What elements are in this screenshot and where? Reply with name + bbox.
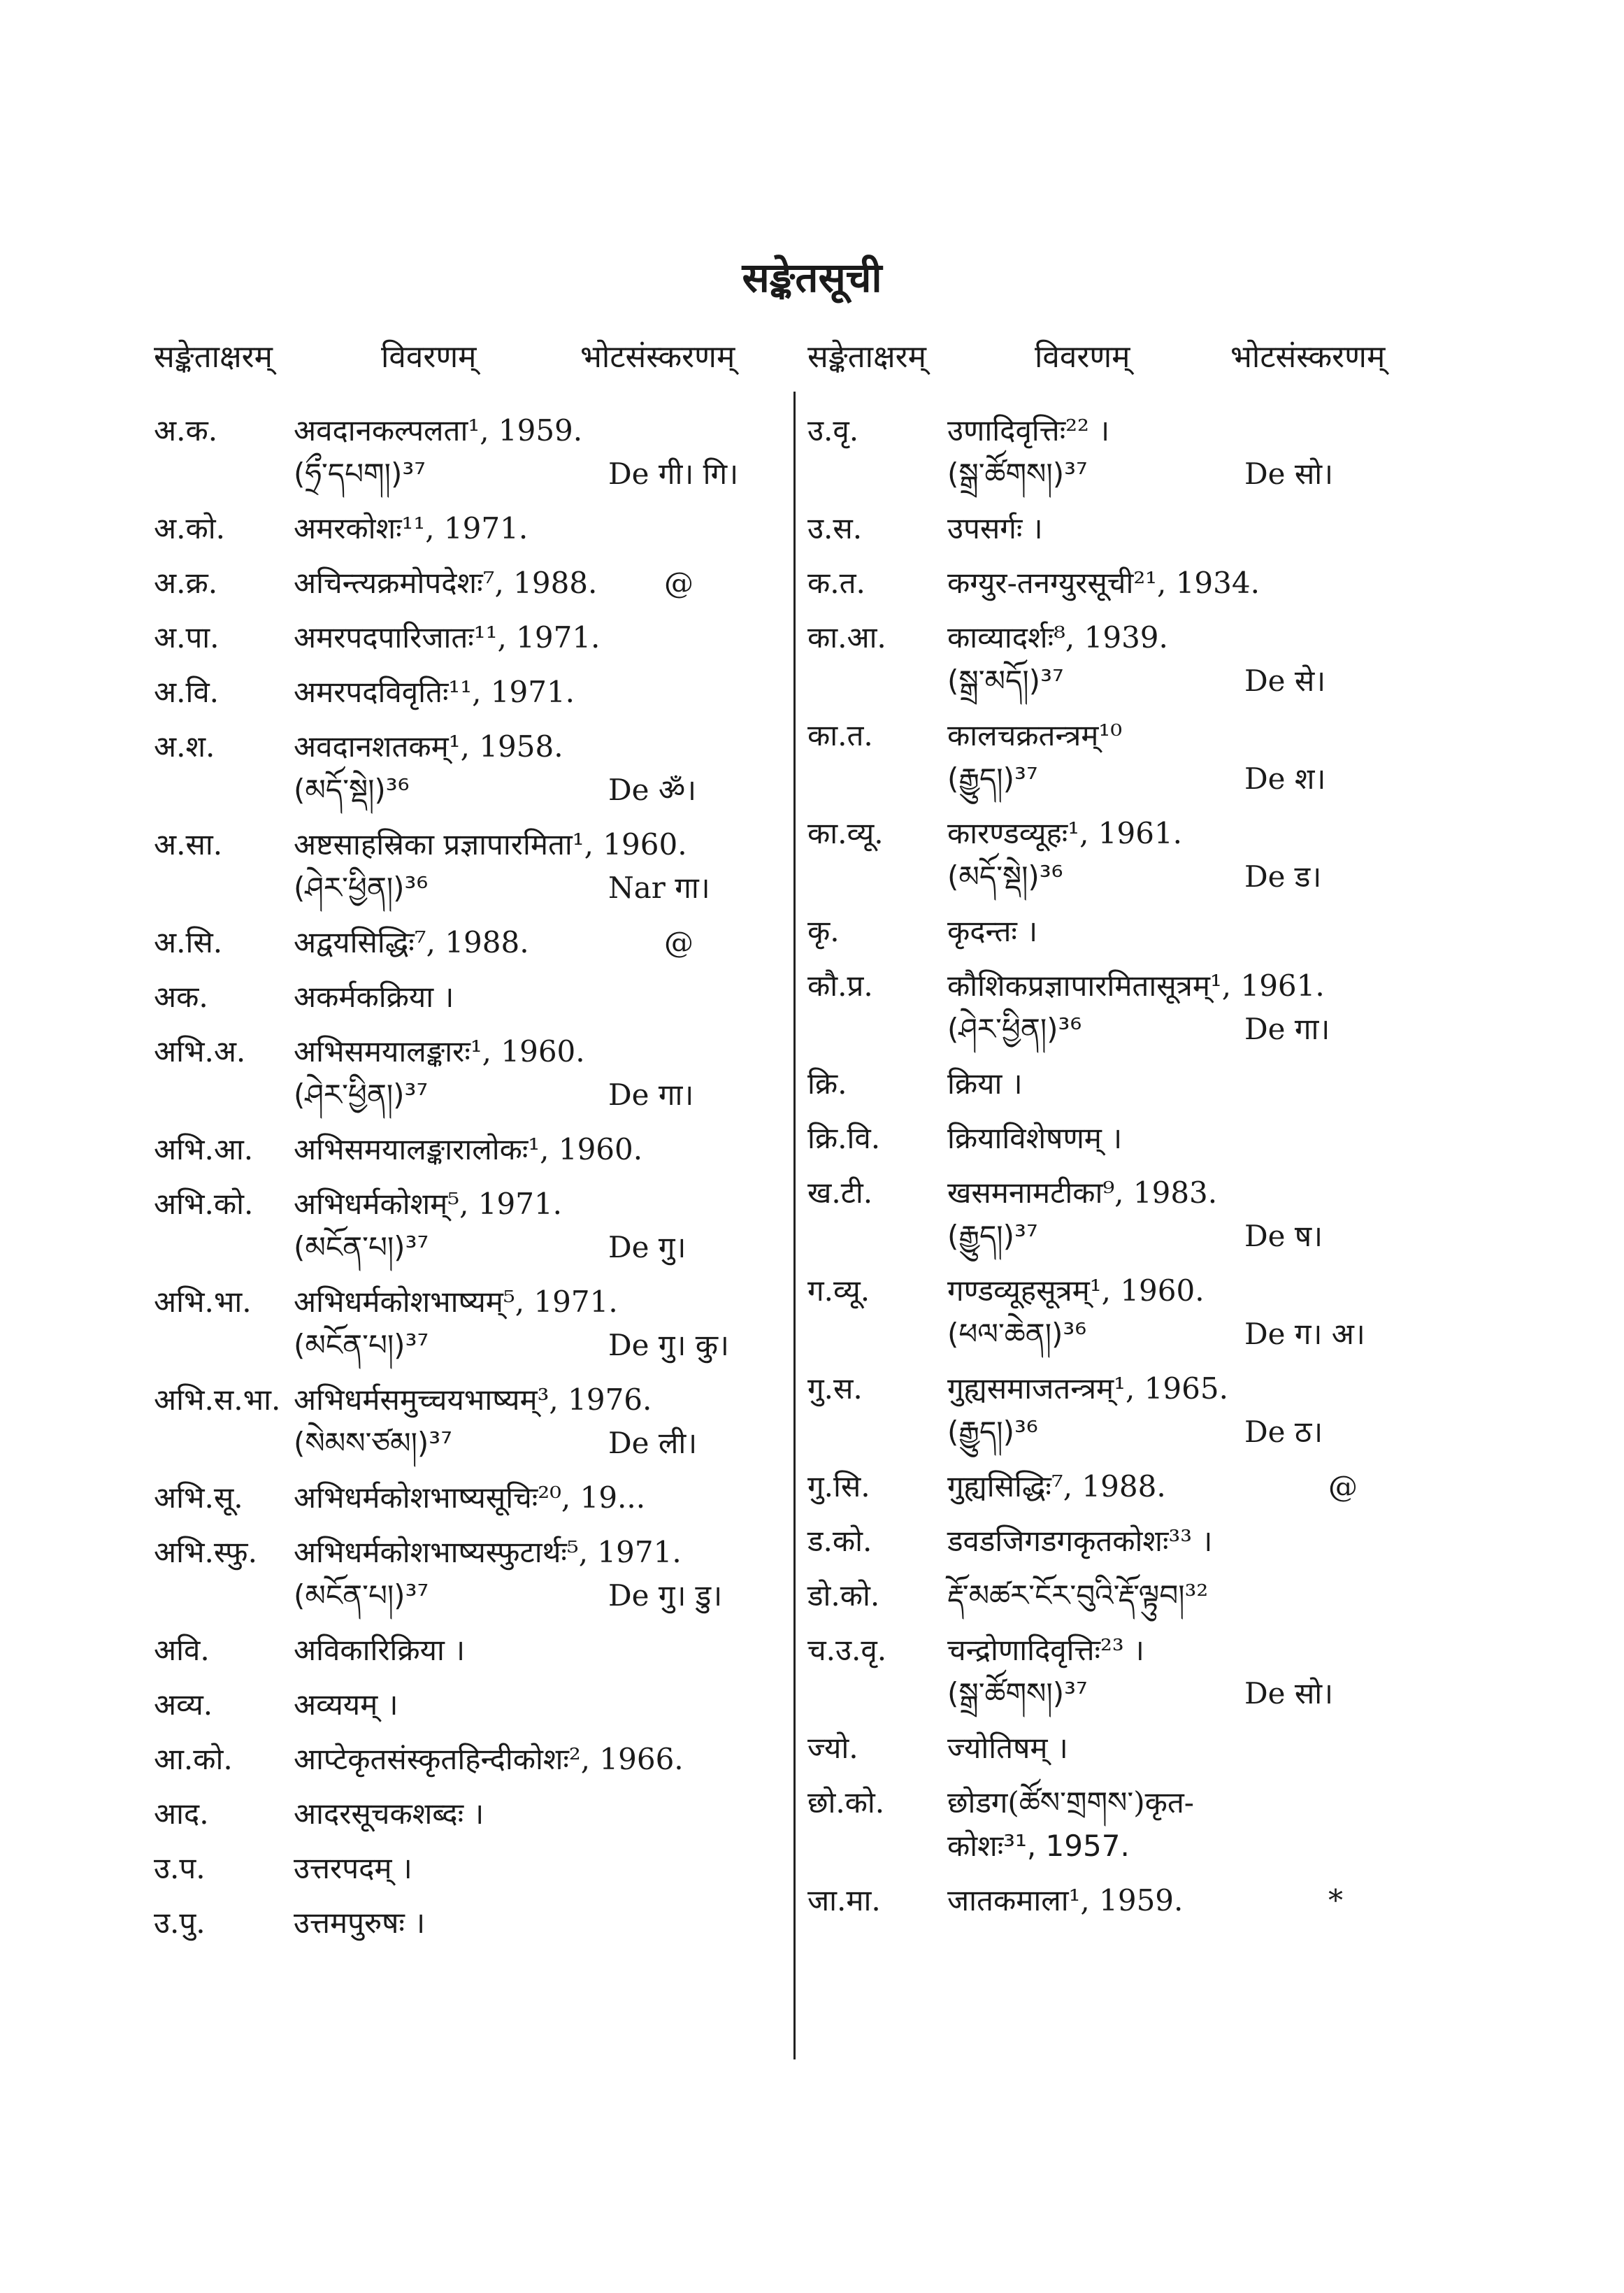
- entry-line: [807, 855, 1465, 899]
- abbreviation: का.त.: [807, 718, 873, 752]
- description: अभिधर्मसमुच्चयभाष्यम्³, 1976.: [294, 1383, 652, 1417]
- description: अवदानशतकम्¹, 1958.: [294, 729, 563, 764]
- description: कग्युर-तनग्युरसूची²¹, 1934.: [947, 566, 1260, 600]
- description: कारण्डव्यूहः¹, 1961.: [947, 816, 1183, 850]
- tibetan-section: (སེམས་ཙམ།)³⁷: [294, 1426, 452, 1460]
- entry-line: [154, 616, 769, 659]
- header-abbr-left: सङ्केताक्षरम्: [154, 339, 273, 375]
- abbreviation: उ.स.: [807, 511, 863, 545]
- abbreviation-entry: [807, 1062, 1465, 1106]
- entry-line: [154, 452, 769, 496]
- description: अवदानकल्पलता¹, 1959.: [294, 413, 583, 448]
- left-column: [154, 409, 769, 1956]
- entry-line: [807, 1062, 1465, 1106]
- abbreviation-entry: [154, 921, 769, 964]
- tibetan-edition: De ष।: [1244, 1219, 1323, 1253]
- abbreviation: आद.: [154, 1796, 209, 1831]
- entry-line: [154, 1030, 769, 1073]
- abbreviation: ज्यो.: [807, 1731, 858, 1765]
- entry-line: [154, 1378, 769, 1422]
- abbreviation-entry: [807, 1367, 1465, 1454]
- abbreviation: ख.टी.: [807, 1176, 873, 1210]
- abbreviation: अ.क्र.: [154, 566, 218, 600]
- entry-line: [154, 823, 769, 866]
- entry-line: [154, 1738, 769, 1781]
- entry-line: [807, 409, 1465, 452]
- abbreviation-entry: [807, 812, 1465, 899]
- tibetan-section: (རྒྱུད།)³⁷: [947, 1219, 1038, 1253]
- edition-mark: @: [664, 925, 694, 959]
- entry-line: [807, 910, 1465, 953]
- description: अमरपदपारिजातः¹¹, 1971.: [294, 620, 601, 655]
- abbreviation: अक.: [154, 980, 208, 1014]
- abbreviation-entry: [154, 507, 769, 550]
- entry-line: [154, 1280, 769, 1324]
- abbreviation-entry: [807, 562, 1465, 605]
- description: कृदन्तः ।: [947, 914, 1038, 948]
- abbreviation-entry: [807, 1629, 1465, 1715]
- abbreviation-entry: [154, 1683, 769, 1727]
- entry-line: [807, 1367, 1465, 1410]
- tibetan-section: (སྒྲ་མདོ།)³⁷: [947, 664, 1064, 698]
- abbreviation-entry: [154, 725, 769, 812]
- abbreviation: छो.को.: [807, 1785, 885, 1820]
- tibetan-section: (སྒྲ་ཚོགས།)³⁷: [947, 457, 1088, 491]
- entry-line: [807, 757, 1465, 801]
- abbreviation-entry: [154, 976, 769, 1019]
- tibetan-edition: De ॐ।: [608, 773, 697, 807]
- tibetan-edition: De गु। डु।: [608, 1578, 723, 1613]
- description: अविकारिक्रिया ।: [294, 1633, 466, 1667]
- description: छोडग(ཚོས་གྲགས་)कृत-: [947, 1785, 1194, 1820]
- tibetan-edition: De गु।: [608, 1230, 687, 1264]
- entry-line: [154, 1629, 769, 1672]
- abbreviation: आ.को.: [154, 1742, 233, 1776]
- tibetan-section: (མདོ་སྡེ།)³⁶: [947, 859, 1063, 894]
- tibetan-section: (ཤེར་ཕྱིན།)³⁷: [294, 1078, 429, 1112]
- abbreviation-entry: [154, 671, 769, 714]
- abbreviation-entry: [807, 910, 1465, 953]
- tibetan-edition: Nar गा।: [608, 871, 710, 905]
- entry-line: [807, 1008, 1465, 1051]
- entry-line: [807, 452, 1465, 496]
- entry-line: [154, 1183, 769, 1226]
- abbreviation: अभि.स.भा.: [154, 1383, 281, 1417]
- entry-line: [154, 1574, 769, 1617]
- abbreviation-entry: [154, 1847, 769, 1890]
- abbreviation: अभि.सू.: [154, 1480, 243, 1515]
- abbreviation-entry: [807, 1269, 1465, 1356]
- abbreviation-entry: [807, 964, 1465, 1051]
- abbreviation: अवि.: [154, 1633, 210, 1667]
- description: अचिन्त्यक्रमोपदेशः⁷, 1988.: [294, 566, 598, 600]
- entry-line: [154, 562, 769, 605]
- abbreviation-entry: [807, 1879, 1465, 1922]
- abbreviation-entry: [154, 1128, 769, 1171]
- description: उत्तमपुरुषः ।: [294, 1906, 426, 1940]
- abbreviation: क्रि.वि.: [807, 1121, 881, 1155]
- abbreviation-entry: [807, 507, 1465, 550]
- abbreviation: अ.को.: [154, 511, 225, 545]
- entry-line: [154, 1476, 769, 1520]
- entry-line: [154, 409, 769, 452]
- abbreviation: गु.स.: [807, 1371, 863, 1406]
- description: कालचक्रतन्त्रम्¹⁰: [947, 718, 1123, 752]
- tibetan-edition: De से।: [1244, 664, 1326, 698]
- abbreviation: क.त.: [807, 566, 865, 600]
- description: क्रिया ।: [947, 1066, 1023, 1101]
- tibetan-section: (ཕལ་ཆེན།)³⁶: [947, 1317, 1087, 1351]
- tibetan-section: (མདོ་སྡེ།)³⁶: [294, 773, 410, 807]
- description: अकर्मकक्रिया ।: [294, 980, 454, 1014]
- description: अमरकोशः¹¹, 1971.: [294, 511, 529, 545]
- abbreviation-entry: [807, 616, 1465, 703]
- description: अभिधर्मकोशम्⁵, 1971.: [294, 1187, 563, 1221]
- edition-mark: @: [1328, 1469, 1358, 1503]
- abbreviation: अ.श.: [154, 729, 215, 764]
- edition-mark: @: [664, 566, 694, 600]
- description: गुह्यसमाजतन्त्रम्¹, 1965.: [947, 1371, 1228, 1406]
- tibetan-section: (རྒྱུད།)³⁷: [947, 762, 1038, 796]
- tibetan-section: (མངོན་པ།)³⁷: [294, 1230, 429, 1264]
- entry-line: [154, 1226, 769, 1269]
- description: उत्तरपदम् ।: [294, 1851, 412, 1885]
- entry-line: [154, 866, 769, 910]
- abbreviation-entry: [154, 1901, 769, 1945]
- entry-line: [807, 562, 1465, 605]
- entry-line: [154, 1901, 769, 1945]
- description: गुह्यसिद्धिः⁷, 1988.: [947, 1469, 1166, 1503]
- tibetan-section: (ཤེར་ཕྱིན།)³⁶: [294, 871, 429, 905]
- abbreviation-entry: [154, 1378, 769, 1465]
- tibetan-edition: De श।: [1244, 762, 1326, 796]
- entry-line: [807, 1269, 1465, 1313]
- description: जातकमाला¹, 1959.: [947, 1883, 1184, 1917]
- entry-line: [807, 1520, 1465, 1563]
- description: आदरसूचकशब्दः ।: [294, 1796, 484, 1831]
- abbreviation: कौ.प्र.: [807, 969, 873, 1003]
- abbreviation: अ.क.: [154, 413, 218, 448]
- header-tib-left: भोटसंस्करणम्: [580, 339, 735, 375]
- description: कौशिकप्रज्ञापारमितासूत्रम्¹, 1961.: [947, 969, 1325, 1003]
- description: ज्योतिषम् ।: [947, 1731, 1068, 1765]
- description: अभिधर्मकोशभाष्यस्फुटार्थः⁵, 1971.: [294, 1535, 682, 1569]
- abbreviation-entry: [154, 562, 769, 605]
- description: काव्यादर्शः⁸, 1939.: [947, 620, 1168, 655]
- entry-line: [154, 507, 769, 550]
- entry-line: [154, 1128, 769, 1171]
- abbreviation-entry: [154, 1476, 769, 1520]
- header-tib-right: भोटसंस्करणम्: [1230, 339, 1386, 375]
- abbreviation: अ.सि.: [154, 925, 223, 959]
- tibetan-section: (མངོན་པ།)³⁷: [294, 1578, 429, 1613]
- tibetan-edition: De ठ।: [1244, 1415, 1323, 1449]
- abbreviation: जा.मा.: [807, 1883, 881, 1917]
- entry-line: [807, 1171, 1465, 1215]
- entry-line: [154, 769, 769, 812]
- abbreviation-entry: [154, 823, 769, 910]
- abbreviation-entry: [154, 1738, 769, 1781]
- description: उणादिवृत्तिः²² ।: [947, 413, 1110, 448]
- tibetan-edition: De ली।: [608, 1426, 698, 1460]
- edition-mark: *: [1328, 1883, 1343, 1917]
- abbreviation-entry: [154, 409, 769, 496]
- entry-line: [807, 1824, 1465, 1868]
- abbreviation: डो.को.: [807, 1578, 880, 1613]
- abbreviation-entry: [807, 1465, 1465, 1508]
- description: चन्द्रोणादिवृत्तिः²³ ।: [947, 1633, 1144, 1667]
- entry-line: [807, 714, 1465, 757]
- tibetan-edition: De ग। अ।: [1244, 1317, 1365, 1351]
- description: अभिधर्मकोशभाष्यसूचिः²⁰, 19...: [294, 1480, 646, 1515]
- tibetan-edition: De सो।: [1244, 1676, 1334, 1710]
- entry-line: [154, 1324, 769, 1367]
- description: गण्डव्यूहसूत्रम्¹, 1960.: [947, 1273, 1205, 1308]
- entry-line: [807, 812, 1465, 855]
- entry-line: [807, 1215, 1465, 1258]
- description: उपसर्गः ।: [947, 511, 1043, 545]
- entry-line: [807, 1781, 1465, 1824]
- description: खसमनामटीका⁹, 1983.: [947, 1176, 1218, 1210]
- abbreviation-entry: [154, 1629, 769, 1672]
- tibetan-edition: De गा।: [608, 1078, 694, 1112]
- entry-line: [807, 1629, 1465, 1672]
- header-abbr-right: सङ्केताक्षरम्: [807, 339, 926, 375]
- abbreviation-entry: [807, 1781, 1465, 1868]
- abbreviation: कृ.: [807, 914, 840, 948]
- abbreviation: उ.वृ.: [807, 413, 859, 448]
- entry-line: [807, 1727, 1465, 1770]
- entry-line: [807, 1465, 1465, 1508]
- page-title: सङ्केतसूची: [742, 254, 882, 301]
- entry-line: [807, 1313, 1465, 1356]
- entry-line: [154, 921, 769, 964]
- abbreviation-entry: [807, 409, 1465, 496]
- abbreviation-entry: [807, 714, 1465, 801]
- abbreviation-entry: [154, 1183, 769, 1269]
- entry-line: [807, 659, 1465, 703]
- abbreviation: अभि.अ.: [154, 1034, 246, 1069]
- abbreviation: गु.सि.: [807, 1469, 870, 1503]
- description: अद्वयसिद्धिः⁷, 1988.: [294, 925, 529, 959]
- abbreviation-entry: [807, 1574, 1465, 1617]
- abbreviation-entry: [154, 1531, 769, 1617]
- entry-line: [154, 1792, 769, 1836]
- abbreviation-entry: [807, 1171, 1465, 1258]
- abbreviation: च.उ.वृ.: [807, 1633, 887, 1667]
- tibetan-section: (ཤེར་ཕྱིན།)³⁶: [947, 1012, 1082, 1046]
- tibetan-section: कोशः³¹, 1957.: [947, 1829, 1130, 1863]
- abbreviation: ड.को.: [807, 1524, 872, 1558]
- tibetan-edition: De गा।: [1244, 1012, 1330, 1046]
- description: अभिधर्मकोशभाष्यम्⁵, 1971.: [294, 1285, 618, 1319]
- tibetan-edition: De सो।: [1244, 457, 1334, 491]
- abbreviation-entry: [807, 1520, 1465, 1563]
- tibetan-edition: De गी। गि।: [608, 457, 739, 491]
- abbreviation: अ.वि.: [154, 675, 220, 709]
- abbreviation: उ.पु.: [154, 1906, 206, 1940]
- abbreviation: अभि.आ.: [154, 1132, 254, 1166]
- entry-line: [807, 1117, 1465, 1160]
- entry-line: [154, 725, 769, 769]
- abbreviation: अव्य.: [154, 1687, 213, 1722]
- abbreviation: अभि.भा.: [154, 1285, 252, 1319]
- entry-line: [807, 616, 1465, 659]
- abbreviation: उ.प.: [154, 1851, 206, 1885]
- abbreviation: अ.सा.: [154, 827, 223, 862]
- right-column: [807, 409, 1465, 1934]
- entry-line: [154, 1847, 769, 1890]
- tibetan-section: (མངོན་པ།)³⁷: [294, 1328, 429, 1362]
- entry-line: [807, 1879, 1465, 1922]
- description: डवडजिगडगकृतकोशः³³ ।: [947, 1524, 1213, 1558]
- abbreviation: अभि.को.: [154, 1187, 254, 1221]
- description: आप्टेकृतसंस्कृतहिन्दीकोशः², 1966.: [294, 1742, 684, 1776]
- header-desc-right: विवरणम्: [1035, 339, 1130, 375]
- description: རྡོ་མཚར་ངོར་བུའི་རྡོ་ལྟུབ།³²: [947, 1578, 1209, 1613]
- description: क्रियाविशेषणम् ।: [947, 1121, 1123, 1155]
- tibetan-section: (ཧྲྀ་དཔག།)³⁷: [294, 457, 426, 491]
- abbreviation: क्रि.: [807, 1066, 847, 1101]
- abbreviation: का.व्यू.: [807, 816, 884, 850]
- entry-line: [154, 1422, 769, 1465]
- column-headers: [0, 334, 1624, 383]
- abbreviation-entry: [154, 1030, 769, 1117]
- abbreviation: ग.व्यू.: [807, 1273, 870, 1308]
- entry-line: [154, 1683, 769, 1727]
- description: अष्टसाहस्रिका प्रज्ञापारमिता¹, 1960.: [294, 827, 687, 862]
- description: अभिसमयालङ्कारालोकः¹, 1960.: [294, 1132, 643, 1166]
- entry-line: [154, 976, 769, 1019]
- abbreviation: अभि.स्फु.: [154, 1535, 257, 1569]
- tibetan-section: (རྒྱུད།)³⁶: [947, 1415, 1038, 1449]
- entry-line: [807, 507, 1465, 550]
- abbreviation-entry: [154, 1792, 769, 1836]
- abbreviation: अ.पा.: [154, 620, 220, 655]
- entry-line: [807, 1672, 1465, 1715]
- entry-line: [807, 1410, 1465, 1454]
- column-divider: [793, 392, 796, 2059]
- entry-line: [807, 1574, 1465, 1617]
- abbreviation-entry: [154, 616, 769, 659]
- abbreviation: का.आ.: [807, 620, 886, 655]
- entry-line: [154, 1531, 769, 1574]
- entry-line: [154, 671, 769, 714]
- tibetan-edition: De गु। कु।: [608, 1328, 729, 1362]
- entry-line: [154, 1073, 769, 1117]
- abbreviation-entry: [807, 1727, 1465, 1770]
- tibetan-edition: De ड।: [1244, 859, 1322, 894]
- tibetan-section: (སྒྲ་ཚོགས།)³⁷: [947, 1676, 1088, 1710]
- abbreviation-entry: [807, 1117, 1465, 1160]
- header-desc-left: विवरणम्: [381, 339, 477, 375]
- abbreviation-entry: [154, 1280, 769, 1367]
- entry-line: [807, 964, 1465, 1008]
- description: अव्ययम् ।: [294, 1687, 398, 1722]
- description: अमरपदविवृतिः¹¹, 1971.: [294, 675, 575, 709]
- description: अभिसमयालङ्कारः¹, 1960.: [294, 1034, 585, 1069]
